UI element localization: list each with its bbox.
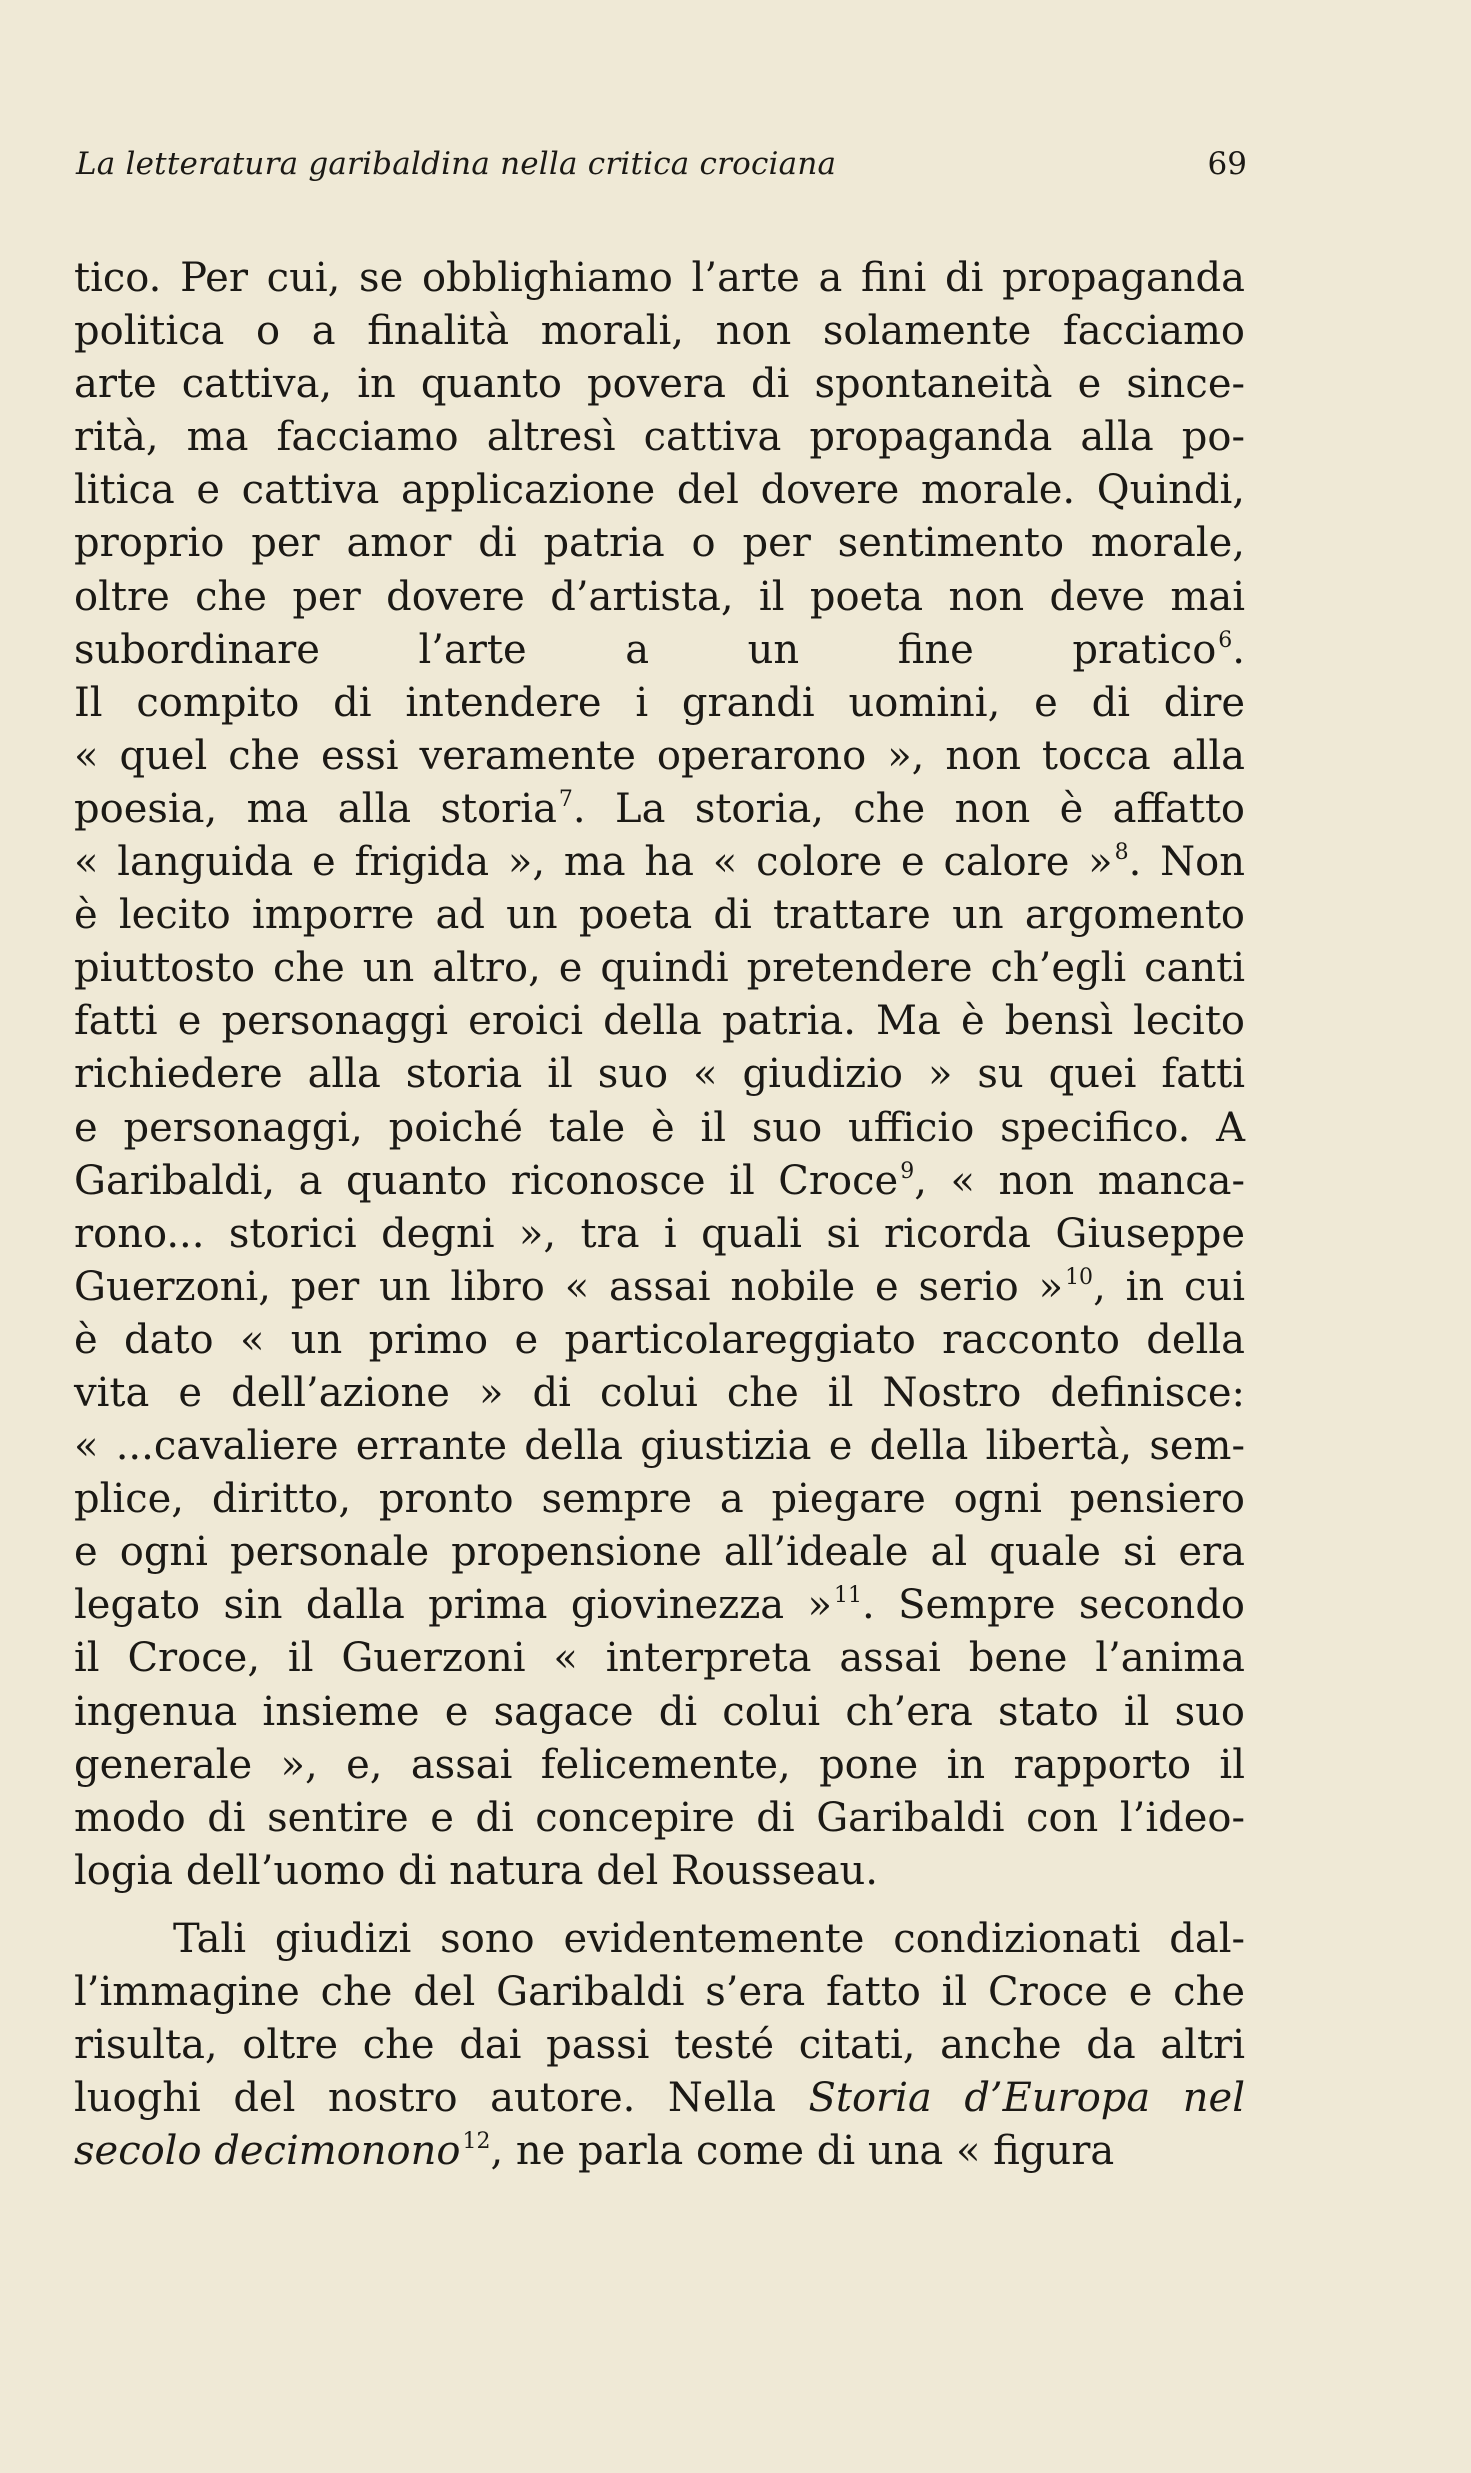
text-line [74, 1792, 1245, 1845]
footnote-ref: 7 [558, 786, 573, 812]
text-span: e ogni personale propensione all’ideale al quale si era [74, 1529, 1245, 1576]
text-span: risulta, oltre che dai passi testé citati, anche da altri [74, 2022, 1245, 2069]
text-line [74, 305, 1245, 358]
text-line [74, 1632, 1245, 1685]
text-span: Tali giudizi sono evidentemente condizionati dal- [173, 1915, 1245, 1962]
text-span: piuttosto che un altro, e quindi pretendere ch’egli canti [74, 945, 1245, 992]
text-line [74, 1966, 1245, 2019]
footnote-ref: 11 [834, 1583, 862, 1609]
text-span: tico. Per cui, se obblighiamo l’arte a fini di propaganda [74, 255, 1245, 301]
text-span: subordinare l’arte a un fine pratico [74, 626, 1217, 673]
text-span: . Sempre secondo [862, 1582, 1246, 1629]
italic-title: Storia d’Europa nel [808, 2075, 1246, 2122]
text-line [74, 464, 1245, 517]
text-span: generale », e, assai felicemente, pone in rapporto il [74, 1741, 1245, 1788]
text-span: logia dell’uomo di natura del Rousseau. [74, 1847, 879, 1894]
text-span: , in cui [1093, 1263, 1246, 1310]
text-line [74, 1155, 1245, 1208]
footnote-ref: 12 [462, 2129, 491, 2155]
text-line [74, 730, 1245, 783]
text-line [74, 1420, 1245, 1473]
text-span: , « non manca- [914, 1157, 1245, 1204]
running-title: La letteratura garibaldina nella critica crociana [76, 146, 837, 182]
text-line [74, 1048, 1245, 1101]
text-span: modo di sentire e di concepire di Garibaldi con l’ideo- [74, 1794, 1245, 1841]
footnote-ref: 6 [1218, 627, 1233, 653]
text-span: luoghi del nostro autore. Nella [74, 2075, 809, 2122]
text-line [74, 1845, 1245, 1898]
text-span: plice, diritto, pronto sempre a piegare ogni pensiero [74, 1476, 1245, 1523]
text-line [74, 1686, 1245, 1739]
text-line [74, 358, 1245, 411]
text-span: è lecito imporre ad un poeta di trattare un argomento [74, 892, 1245, 939]
text-span: . Non [1128, 839, 1246, 886]
text-span: Garibaldi, a quanto riconosce il Croce [74, 1157, 899, 1204]
text-line [74, 2125, 1245, 2178]
italic-title: secolo decimonono [74, 2128, 461, 2175]
text-span: rono... storici degni », tra i quali si ricorda Giuseppe [74, 1210, 1245, 1257]
text-line [74, 1208, 1245, 1261]
body-text [74, 252, 1245, 2178]
text-span: . [1232, 626, 1245, 673]
text-line [74, 1739, 1245, 1792]
text-span: rità, ma facciamo altresì cattiva propaganda alla po- [74, 414, 1245, 461]
text-line [74, 942, 1245, 995]
text-span: vita e dell’azione » di colui che il Nostro definisce: [74, 1369, 1245, 1416]
text-line [74, 2072, 1245, 2125]
text-span: . La storia, che non è affatto [572, 785, 1246, 832]
text-span: fatti e personaggi eroici della patria. Ma è bensì lecito [74, 998, 1245, 1045]
text-line [74, 1473, 1245, 1526]
text-span: poesia, ma alla storia [74, 785, 557, 832]
text-span: « ...cavaliere errante della giustizia e della libertà, sem- [74, 1423, 1245, 1470]
text-line [74, 411, 1245, 464]
text-span: arte cattiva, in quanto povera di spontaneità e since- [74, 361, 1245, 408]
text-line [74, 252, 1245, 305]
text-span: l’immagine che del Garibaldi s’era fatto il Croce e che [74, 1969, 1245, 2015]
text-line [74, 1526, 1245, 1579]
running-head [76, 138, 1247, 190]
text-span: ingenua insieme e sagace di colui ch’era stato il suo [74, 1688, 1245, 1735]
footnote-ref: 8 [1114, 840, 1129, 866]
text-line [74, 624, 1245, 677]
text-span: litica e cattiva applicazione del dovere morale. Quindi, [74, 467, 1245, 514]
text-line [74, 889, 1245, 942]
text-line [74, 1314, 1245, 1367]
text-line [74, 783, 1245, 836]
footnote-ref: 9 [900, 1158, 915, 1184]
text-line [74, 1367, 1245, 1420]
text-line [74, 836, 1245, 889]
text-span: « quel che essi veramente operarono », non tocca alla [74, 732, 1245, 779]
text-span: il Croce, il Guerzoni « interpreta assai bene l’anima [74, 1635, 1245, 1682]
text-span: oltre che per dovere d’artista, il poeta non deve mai [74, 573, 1245, 620]
text-line [74, 571, 1245, 624]
paragraph-1 [74, 252, 1245, 1898]
footnote-ref: 10 [1065, 1264, 1094, 1290]
text-span: Il compito di intendere i grandi uomini, e di dire [74, 679, 1245, 726]
text-line [74, 677, 1245, 730]
text-span: e personaggi, poiché tale è il suo ufficio specifico. A [74, 1104, 1245, 1151]
text-span: « languida e frigida », ma ha « colore e calore » [74, 839, 1113, 886]
text-span: , ne parla come di una « figura [490, 2128, 1115, 2175]
text-line [74, 995, 1245, 1048]
text-line [74, 1913, 1245, 1966]
text-span: è dato « un primo e particolareggiato racconto della [74, 1316, 1245, 1363]
text-span: politica o a finalità morali, non solamente facciamo [74, 308, 1245, 355]
text-span: richiedere alla storia il suo « giudizio » su quei fatti [74, 1051, 1245, 1098]
text-line [74, 1579, 1245, 1632]
page-number: 69 [1207, 146, 1247, 182]
text-line [74, 1261, 1245, 1314]
paragraph-2 [74, 1913, 1245, 2178]
text-span: proprio per amor di patria o per sentimento morale, [74, 520, 1245, 567]
text-span: legato sin dalla prima giovinezza » [74, 1582, 832, 1629]
text-line [74, 517, 1245, 570]
text-span: Guerzoni, per un libro « assai nobile e serio » [74, 1263, 1064, 1310]
text-line [74, 2019, 1245, 2072]
text-line [74, 1102, 1245, 1155]
